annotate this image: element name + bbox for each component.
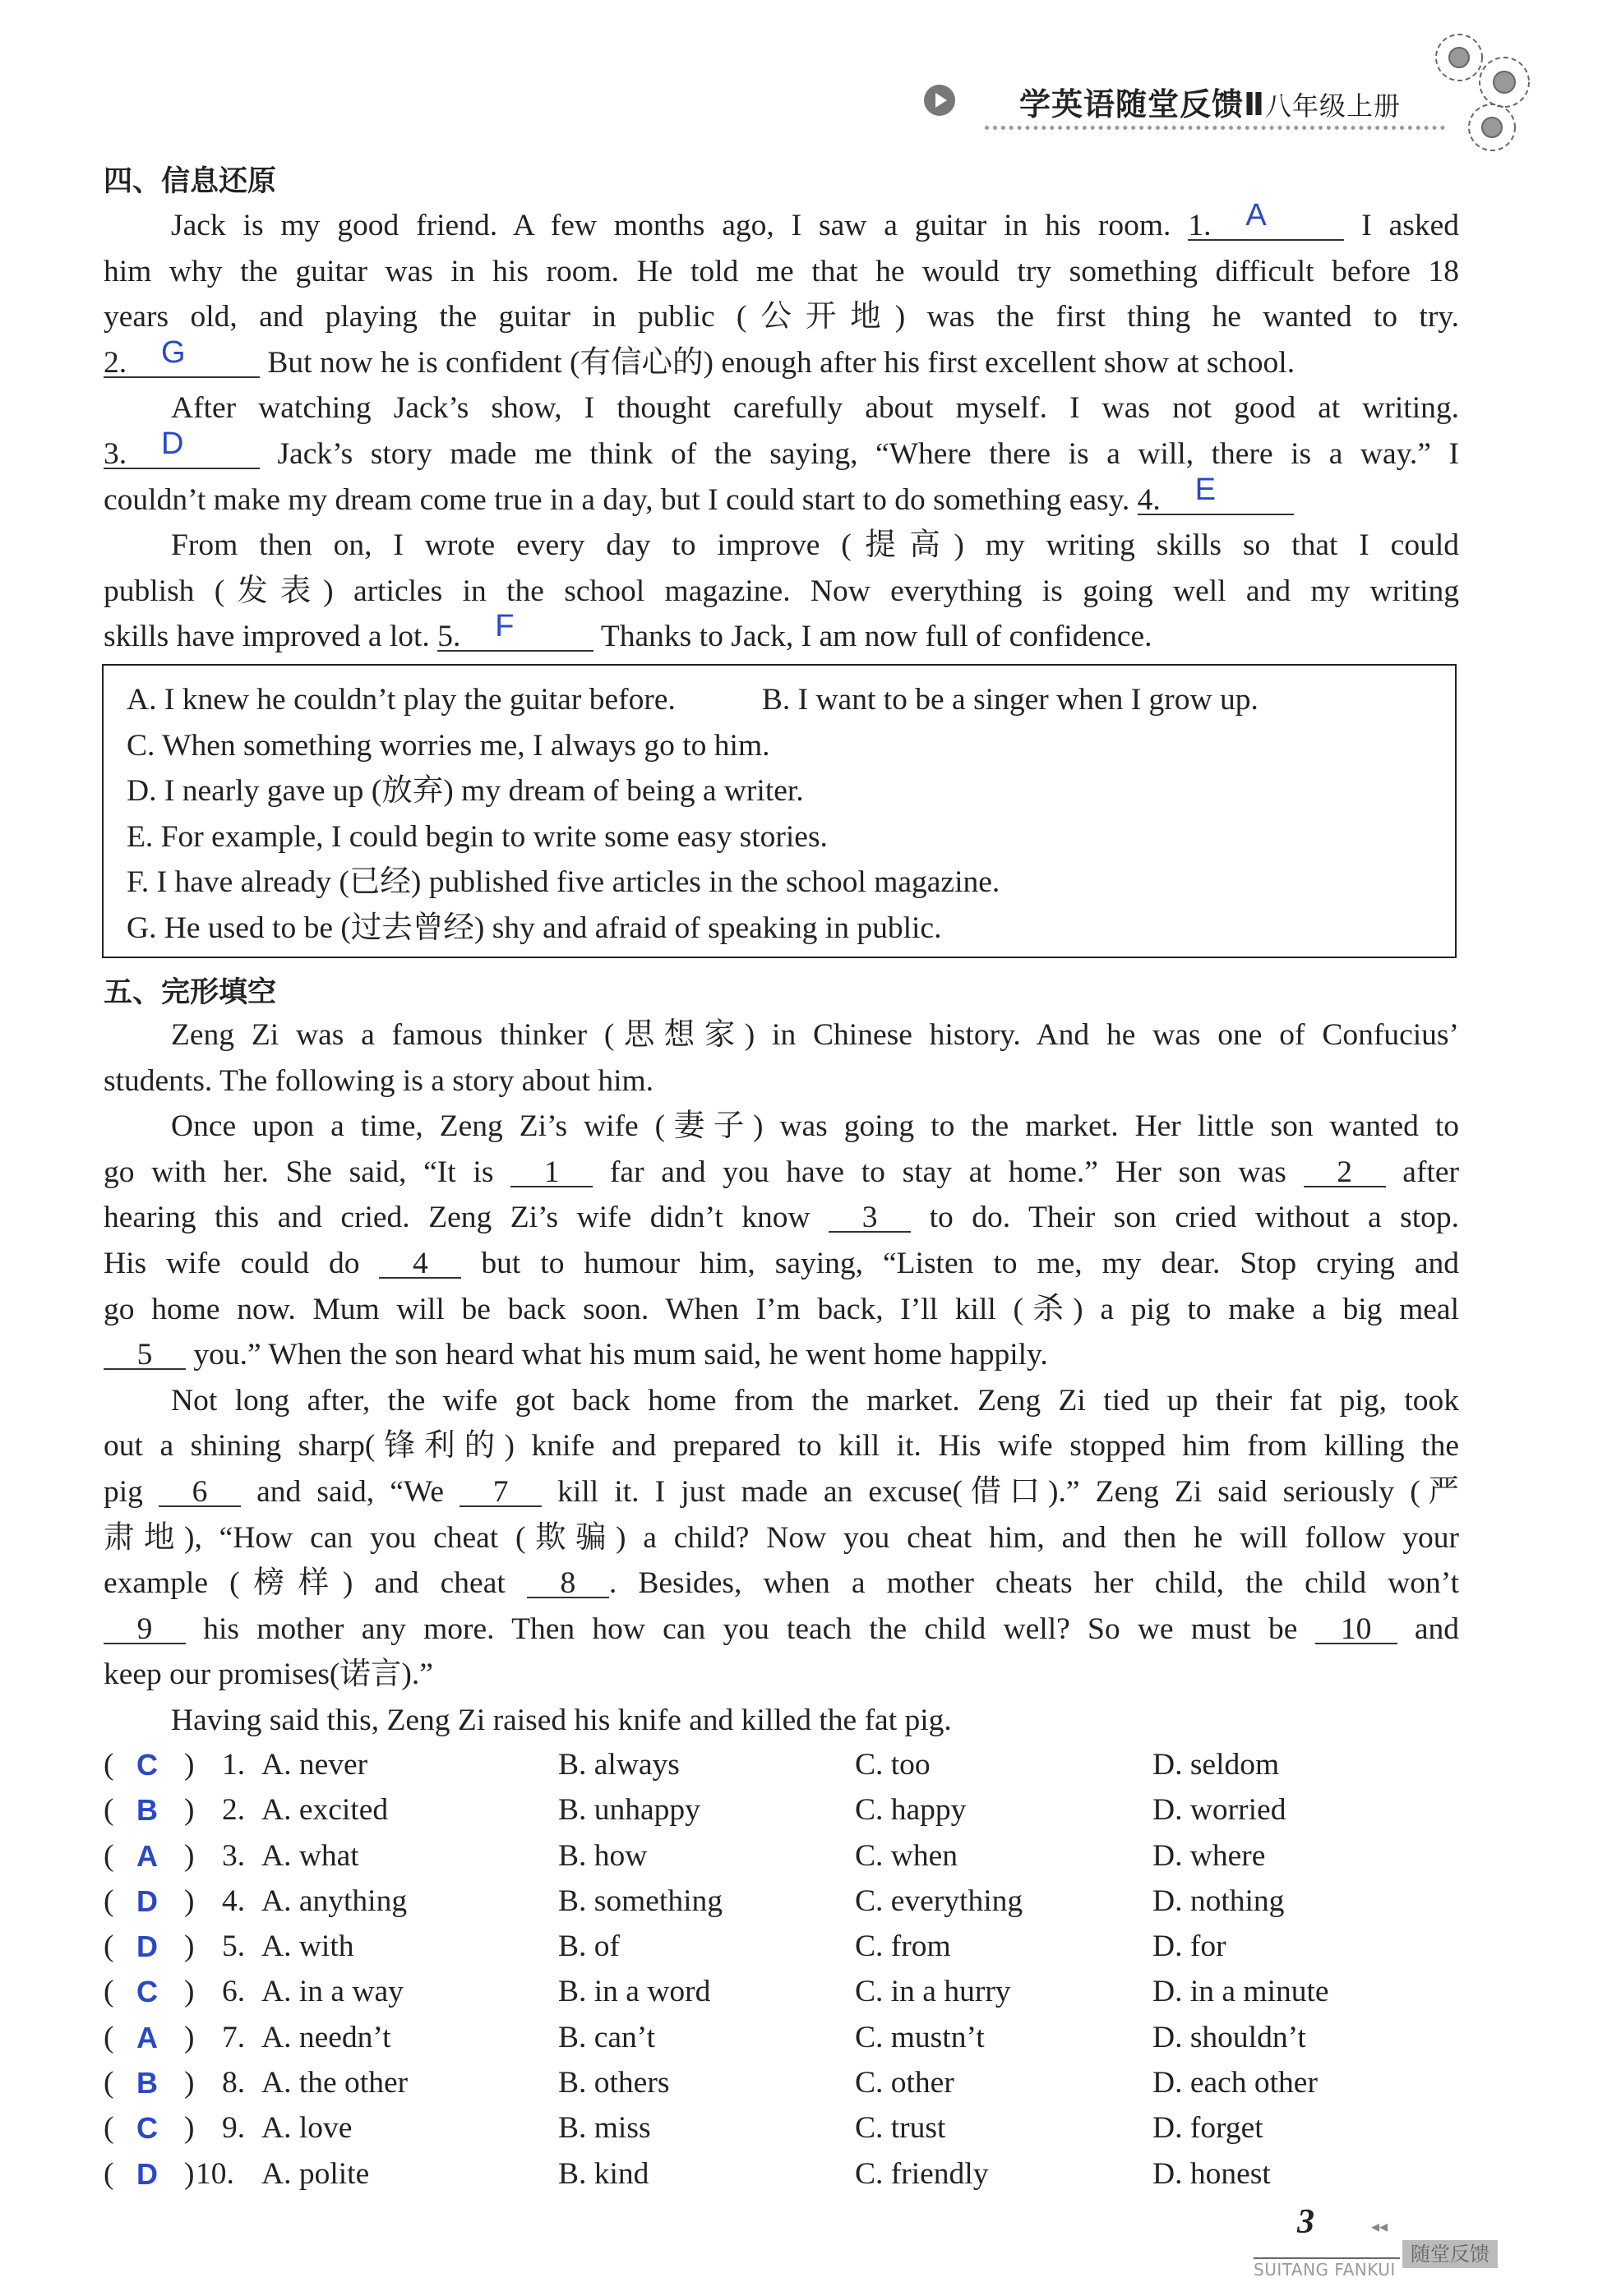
passage-text: example (榜样) and cheat [104, 1566, 527, 1601]
blank-number: 3. [104, 436, 127, 471]
handwritten-answer: D [136, 1929, 158, 1964]
passage-line [104, 1195, 1459, 1241]
paren-close: ) [184, 2066, 195, 2100]
passage-line [104, 1332, 1459, 1378]
blank-number: 3 [861, 1201, 878, 1235]
paren-close: ) [184, 1748, 195, 1782]
blank-number: 2 [1337, 1155, 1352, 1189]
question-number: 2. [222, 1793, 246, 1828]
answer-blank [379, 1241, 461, 1279]
option-b: B. something [558, 1883, 723, 1918]
option-c: C. trust [855, 2111, 946, 2146]
handwritten-answer: D [136, 1883, 158, 1918]
section4-options-box [102, 664, 1457, 958]
paren-close: ) [184, 1838, 195, 1873]
handwritten-answer: B [136, 2066, 158, 2100]
passage-line [104, 249, 1459, 295]
option-a: A. polite [261, 2156, 370, 2191]
passage-line [104, 426, 1459, 477]
question-number: 8. [222, 2066, 246, 2100]
handwritten-answer: F [495, 609, 515, 644]
passage-text: far and you have to stay at home.” Her son was [593, 1155, 1304, 1189]
paren-close: ) [184, 2111, 195, 2146]
passage-line [104, 1515, 1459, 1561]
passage-text: go with her. She said, “It is [104, 1155, 511, 1189]
passage-line [104, 198, 1459, 249]
blank-number: 4. [1137, 482, 1161, 517]
passage-line [104, 1012, 1459, 1058]
option-b: B. I want to be a singer when I grow up. [761, 683, 1259, 717]
passage-text: after [1385, 1155, 1459, 1189]
passage-line [104, 1423, 1459, 1469]
option-b: B. unhappy [558, 1793, 700, 1828]
passage-text: him why the guitar was in his room. He told me that he would try something difficult before 18 [104, 254, 1459, 288]
handwritten-answer: C [136, 1748, 158, 1782]
option-a: A. excited [261, 1793, 389, 1828]
paren-open: ( [104, 2066, 114, 2100]
passage-line [104, 1561, 1459, 1607]
paren-close: ) [184, 2020, 195, 2054]
option-b: B. can’t [558, 2020, 656, 2054]
question-row [104, 1879, 1501, 1924]
passage-line [104, 1150, 1459, 1196]
section4-passage [104, 198, 1459, 660]
option-c: C. too [855, 1748, 931, 1782]
option-c: C. When something worries me, I always go to him. [127, 728, 770, 763]
passage-line [104, 1287, 1459, 1333]
section5-passage [104, 1012, 1459, 1744]
passage-line [104, 1607, 1459, 1653]
paren-open: ( [104, 2156, 114, 2191]
answer-blank [460, 1469, 542, 1507]
passage-text: pig [104, 1474, 159, 1509]
option-d: D. nothing [1152, 1883, 1285, 1918]
answer-blank [1188, 198, 1344, 242]
option-b: B. always [558, 1748, 680, 1782]
option-a: A. what [261, 1838, 359, 1873]
passage-text: out a shining sharp(锋利的) knife and prepared to kill it. His wife stopped him from killing the [104, 1429, 1459, 1464]
blank-number: 8 [560, 1566, 576, 1601]
option-c: C. from [855, 1929, 951, 1964]
blank-number: 1. [1188, 209, 1212, 242]
passage-text: hearing this and cried. Zeng Zi’s wife didn’t know [104, 1201, 829, 1235]
handwritten-answer: D [161, 426, 184, 461]
passage-text: go home now. Mum will be back soon. When I’m back, I’ll kill (杀) a pig to make a big meal [104, 1292, 1459, 1326]
passage-line [104, 1104, 1459, 1150]
option-e: E. For example, I could begin to write some easy stories. [127, 819, 828, 854]
passage-text: His wife could do [104, 1246, 380, 1280]
option-b: B. kind [558, 2156, 649, 2191]
blank-number: 2. [104, 345, 127, 380]
paren-open: ( [104, 1838, 114, 1873]
paren-open: ( [104, 1975, 114, 2009]
passage-line [104, 569, 1459, 615]
option-a: A. needn’t [261, 2020, 391, 2054]
passage-text: Having said this, Zeng Zi raised his knife and killed the fat pig. [171, 1703, 952, 1737]
passage-text: But now he is confident (有信心的) enough after his first excellent show at school. [260, 345, 1295, 380]
answer-blank [159, 1469, 241, 1507]
option-c: C. when [855, 1838, 958, 1873]
question-row [104, 1969, 1501, 2014]
blank-number: 4 [413, 1246, 428, 1280]
paren-close: ) [184, 1929, 195, 1964]
book-title [1019, 79, 1401, 124]
passage-text: I asked [1344, 209, 1459, 242]
passage-text: Jack’s story made me think of the saying, “Where there is a will, there is a way.” I [260, 436, 1459, 471]
option-a: A. I knew he couldn’t play the guitar before. [127, 683, 676, 717]
sunflower-decoration-icon [1422, 25, 1545, 164]
play-icon [924, 85, 955, 116]
option-c: C. in a hurry [855, 1975, 1011, 2009]
handwritten-answer: C [136, 2111, 158, 2146]
passage-text: to do. Their son cried without a stop. [911, 1201, 1460, 1235]
passage-text: his mother any more. Then how can you teach the child well? So we must be [186, 1611, 1315, 1646]
passage-text: but to humour him, saying, “Listen to me, my dear. Stop crying and [461, 1246, 1459, 1280]
passage-text: Not long after, the wife got back home from the market. Zeng Zi tied up their fat pig, took [171, 1383, 1459, 1418]
option-c: C. friendly [855, 2156, 989, 2191]
series-title: 学英语随堂反馈Ⅱ [1019, 86, 1266, 122]
paren-open: ( [104, 1748, 114, 1782]
option-d: D. forget [1152, 2111, 1263, 2146]
option-a: A. with [261, 1929, 354, 1964]
paren-open: ( [104, 1929, 114, 1964]
handwritten-answer: D [136, 2156, 158, 2191]
blank-number: 10 [1340, 1611, 1372, 1646]
header-dotted-divider [985, 126, 1445, 130]
answer-blank [527, 1561, 609, 1601]
option-a: A. anything [261, 1883, 408, 1918]
handwritten-answer: B [136, 1793, 158, 1828]
option-c: C. everything [855, 1883, 1023, 1918]
option-a: A. the other [261, 2066, 409, 2100]
paren-close: ) [184, 2156, 195, 2191]
passage-line [104, 1698, 1459, 1744]
blank-number: 1 [543, 1155, 560, 1189]
passage-text: . Besides, when a mother cheats her child, the child won’t [608, 1566, 1459, 1601]
answer-blank [510, 1150, 593, 1187]
passage-line [104, 1652, 1459, 1698]
option-d: D. honest [1152, 2156, 1271, 2191]
paren-close: ) [184, 1793, 195, 1828]
option-d: D. worried [1152, 1793, 1286, 1828]
passage-text: you.” When the son heard what his mum said, he went home happily. [186, 1338, 1048, 1372]
question-list [104, 1742, 1501, 2197]
answer-blank [104, 1607, 186, 1644]
blank-number: 9 [136, 1611, 153, 1646]
blank-number: 7 [492, 1474, 509, 1509]
option-d: D. for [1152, 1929, 1226, 1964]
passage-text: Once upon a time, Zeng Zi’s wife (妻子) was going to the market. Her little son wanted to [171, 1109, 1459, 1144]
option-a: A. love [261, 2111, 353, 2146]
passage-line [104, 472, 1459, 523]
section5-title: 五、完形填空 [104, 976, 277, 1009]
footer-brand-en: SUITANG FANKUI [1254, 2260, 1396, 2280]
handwritten-answer: E [1194, 472, 1217, 507]
paren-open: ( [104, 2020, 114, 2054]
question-number: 1. [222, 1748, 246, 1782]
passage-line [104, 1378, 1459, 1424]
option-d: D. in a minute [1152, 1975, 1329, 2009]
passage-line [104, 1469, 1459, 1515]
question-number: 3. [222, 1838, 246, 1873]
option-b: B. of [558, 1929, 620, 1964]
section4-title: 四、信息还原 [104, 165, 277, 198]
answer-blank [104, 1332, 186, 1370]
passage-text: kill it. I just made an excuse(借口).” Zeng Zi said seriously (严 [542, 1474, 1460, 1509]
page-number: 3 [1297, 2203, 1314, 2241]
answer-blank [1137, 472, 1294, 517]
passage-line [104, 1241, 1459, 1287]
option-c: C. mustn’t [855, 2020, 985, 2054]
blank-number: 5. [437, 620, 461, 654]
answer-blank [104, 334, 260, 380]
passage-line [104, 334, 1459, 386]
answer-blank [437, 609, 593, 654]
footer-brand-cn: 随堂反馈 [1402, 2240, 1498, 2268]
grade-subtitle: 八年级上册 [1265, 90, 1402, 122]
passage-text: publish (发表) articles in the school magazine. Now everything is going well and my writing [104, 574, 1459, 608]
question-number: 4. [222, 1883, 246, 1918]
option-a: A. never [261, 1748, 368, 1782]
passage-text: Jack is my good friend. A few months ago, I saw a guitar in his room. [171, 209, 1189, 242]
footer-divider [1254, 2257, 1400, 2259]
question-row [104, 1787, 1501, 1833]
question-number: 10. [196, 2156, 234, 2191]
option-line [127, 906, 1455, 952]
option-line [127, 723, 1455, 769]
option-b: B. others [558, 2066, 670, 2100]
question-row [104, 2015, 1501, 2060]
option-f: F. I have already (已经) published five articles in the school magazine. [127, 865, 1000, 900]
passage-text: Zeng Zi was a famous thinker (思想家) in Chinese history. And he was one of Confucius’ [171, 1018, 1459, 1052]
paren-close: ) [184, 1975, 195, 2009]
passage-text: From then on, I wrote every day to improve (提高) my writing skills so that I could [171, 528, 1459, 563]
blank-number: 6 [192, 1474, 208, 1509]
option-d: D. seldom [1152, 1748, 1280, 1782]
passage-line [104, 385, 1459, 431]
option-d: D. each other [1152, 2066, 1318, 2100]
passage-text: couldn’t make my dream come true in a day, but I could start to do something easy. [104, 482, 1138, 517]
answer-blank [104, 426, 260, 471]
handwritten-answer: A [136, 1838, 158, 1873]
option-a: A. in a way [261, 1975, 404, 2009]
option-b: B. how [558, 1838, 648, 1873]
handwritten-answer: C [136, 1975, 158, 2009]
passage-text: keep our promises(诺言).” [104, 1657, 433, 1692]
paren-close: ) [184, 1883, 195, 1918]
blank-number: 5 [136, 1338, 153, 1372]
passage-line [104, 609, 1459, 660]
paren-open: ( [104, 2111, 114, 2146]
question-number: 6. [222, 1975, 246, 2009]
passage-text: and said, “We [241, 1474, 460, 1509]
option-c: C. other [855, 2066, 954, 2100]
paren-open: ( [104, 1793, 114, 1828]
question-row [104, 2151, 1501, 2197]
handwritten-answer: A [136, 2020, 158, 2054]
question-number: 9. [222, 2111, 246, 2146]
answer-blank [829, 1195, 911, 1233]
option-d: D. shouldn’t [1152, 2020, 1306, 2054]
question-row [104, 2060, 1501, 2105]
option-d: D. I nearly gave up (放弃) my dream of being a writer. [127, 774, 804, 809]
question-row [104, 1924, 1501, 1969]
passage-text: After watching Jack’s show, I thought carefully about myself. I was not good at writing. [171, 391, 1459, 426]
question-number: 5. [222, 1929, 246, 1964]
passage-text: students. The following is a story about him. [104, 1063, 654, 1098]
option-line [127, 814, 1455, 860]
option-b: B. miss [558, 2111, 651, 2146]
option-line [127, 677, 1455, 723]
passage-text: Thanks to Jack, I am now full of confidence. [593, 620, 1152, 654]
option-c: C. happy [855, 1793, 967, 1828]
passage-text: and [1397, 1611, 1459, 1646]
passage-line [104, 1058, 1459, 1104]
paren-open: ( [104, 1883, 114, 1918]
question-row [104, 1833, 1501, 1879]
handwritten-answer: A [1245, 198, 1267, 233]
option-d: D. where [1152, 1838, 1266, 1873]
question-row [104, 2105, 1501, 2151]
option-b: B. in a word [558, 1975, 711, 2009]
option-line [127, 860, 1455, 906]
option-line [127, 768, 1455, 814]
question-number: 7. [222, 2020, 246, 2054]
question-row [104, 1742, 1501, 1787]
answer-blank [1304, 1150, 1386, 1187]
passage-line [104, 523, 1459, 569]
passage-text: 肃地), “How can you cheat (欺骗) a child? Now you cheat him, and then he will follow your [104, 1520, 1459, 1555]
passage-line [104, 294, 1459, 340]
back-arrows-icon: ◂◂ [1371, 2218, 1388, 2236]
answer-blank [1315, 1607, 1397, 1644]
passage-text: years old, and playing the guitar in public (公开地) was the first thing he wanted to try. [104, 300, 1459, 334]
option-g: G. He used to be (过去曾经) shy and afraid of speaking in public. [127, 911, 942, 945]
passage-text: skills have improved a lot. [104, 620, 438, 654]
handwritten-answer: G [161, 334, 186, 370]
